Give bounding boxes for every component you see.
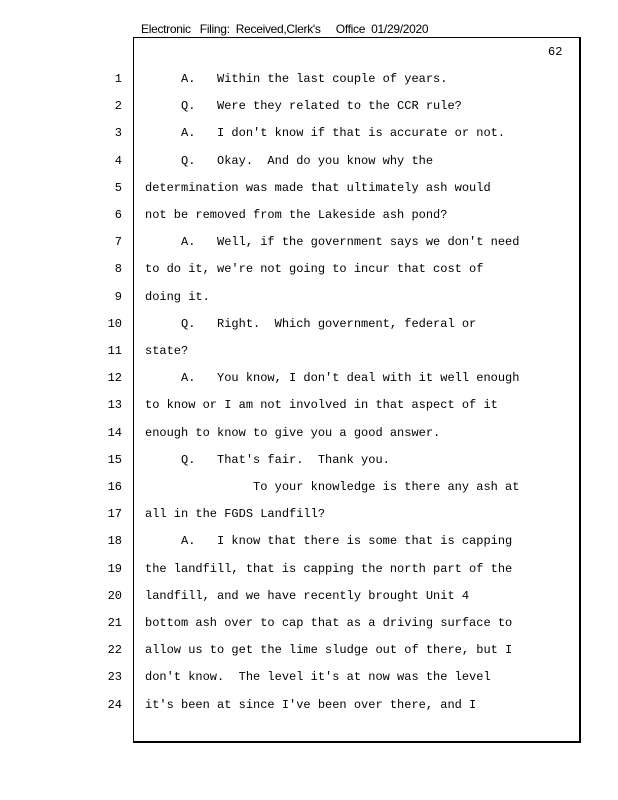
transcript-line: bottom ash over to cap that as a driving surface to bbox=[145, 616, 513, 630]
transcript-line: Q. Were they related to the CCR rule? bbox=[145, 99, 462, 113]
transcript-line: to do it, we're not going to incur that cost of bbox=[145, 262, 484, 276]
transcript-line: To your knowledge is there any ash at bbox=[145, 480, 520, 494]
transcript-line: all in the FGDS Landfill? bbox=[145, 507, 326, 521]
transcript-line: allow us to get the lime sludge out of there, but I bbox=[145, 643, 513, 657]
transcript-line: doing it. bbox=[145, 290, 210, 304]
transcript-line: don't know. The level it's at now was the level bbox=[145, 670, 491, 684]
line-number: 2 bbox=[114, 99, 122, 113]
line-number: 17 bbox=[107, 507, 122, 521]
transcript-line: Q. Right. Which government, federal or bbox=[145, 317, 477, 331]
line-number: 6 bbox=[114, 208, 122, 222]
transcript-line: it's been at since I've been over there, and I bbox=[145, 698, 477, 712]
line-number: 21 bbox=[107, 616, 122, 630]
line-number: 5 bbox=[114, 181, 122, 195]
transcript-line: not be removed from the Lakeside ash pond? bbox=[145, 208, 448, 222]
transcript-line: the landfill, that is capping the north part of the bbox=[145, 562, 513, 576]
line-number: 11 bbox=[107, 344, 122, 358]
transcript-page-border bbox=[133, 37, 581, 743]
transcript-line: enough to know to give you a good answer. bbox=[145, 426, 441, 440]
transcript-line: A. Within the last couple of years. bbox=[145, 72, 448, 86]
transcript-line: A. You know, I don't deal with it well enough bbox=[145, 371, 520, 385]
transcript-line: Q. Okay. And do you know why the bbox=[145, 154, 434, 168]
line-number: 15 bbox=[107, 453, 122, 467]
line-number: 20 bbox=[107, 589, 122, 603]
page-number: 62 bbox=[548, 45, 563, 59]
line-number: 9 bbox=[114, 290, 122, 304]
filing-header: Electronic Filing: Received,Clerk's Office 01/29/2020 bbox=[141, 22, 429, 36]
transcript-line: A. I know that there is some that is capping bbox=[145, 534, 513, 548]
transcript-line: landfill, and we have recently brought Unit 4 bbox=[145, 589, 470, 603]
line-number: 10 bbox=[107, 317, 122, 331]
transcript-line: state? bbox=[145, 344, 189, 358]
transcript-line: A. Well, if the government says we don't need bbox=[145, 235, 520, 249]
line-number: 3 bbox=[114, 126, 122, 140]
line-number: 24 bbox=[107, 698, 122, 712]
line-number: 18 bbox=[107, 534, 122, 548]
line-number: 14 bbox=[107, 426, 122, 440]
line-number: 4 bbox=[114, 154, 122, 168]
line-number: 8 bbox=[114, 262, 122, 276]
line-number: 16 bbox=[107, 480, 122, 494]
transcript-line: to know or I am not involved in that aspect of it bbox=[145, 398, 498, 412]
transcript-line: determination was made that ultimately ash would bbox=[145, 181, 491, 195]
transcript-line: A. I don't know if that is accurate or not. bbox=[145, 126, 506, 140]
line-number: 22 bbox=[107, 643, 122, 657]
line-number: 1 bbox=[114, 72, 122, 86]
line-number: 23 bbox=[107, 670, 122, 684]
line-number: 19 bbox=[107, 562, 122, 576]
transcript-line: Q. That's fair. Thank you. bbox=[145, 453, 390, 467]
line-number: 13 bbox=[107, 398, 122, 412]
line-number: 12 bbox=[107, 371, 122, 385]
line-number: 7 bbox=[114, 235, 122, 249]
